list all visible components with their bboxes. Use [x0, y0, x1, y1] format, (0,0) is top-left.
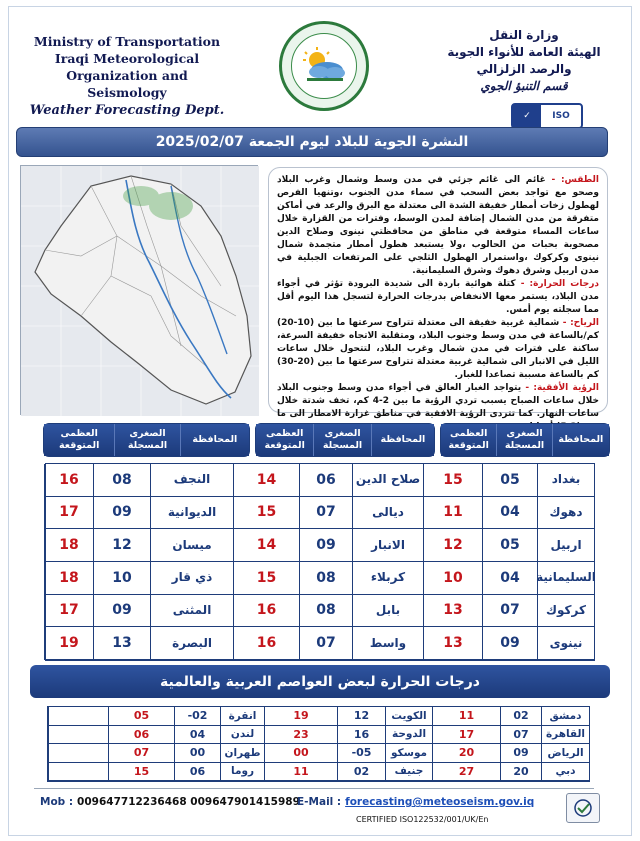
city-name: واسط	[352, 627, 423, 660]
map-graphic	[21, 166, 259, 416]
header-min: الصغرى المسجلة	[313, 424, 370, 456]
wind-label: الرياح: -	[562, 318, 599, 328]
capital-name: موسكو	[385, 744, 432, 763]
capital-spacer	[48, 707, 108, 726]
city-min: 05	[482, 464, 537, 497]
weather-cloud-icon	[291, 33, 357, 99]
capital-min: 02	[337, 763, 385, 782]
city-min: 09	[93, 595, 150, 628]
email-link[interactable]: forecasting@meteoseism.gov.iq	[345, 796, 535, 808]
city-max: 14	[233, 529, 299, 562]
header-max: العظمى المتوقعة	[441, 424, 496, 456]
city-min: 12	[93, 529, 150, 562]
footer-email	[297, 796, 534, 808]
table-header-group-3	[43, 423, 250, 457]
forecast-temperature	[277, 278, 599, 317]
iso-label: ISO	[552, 111, 570, 121]
city-min: 08	[299, 562, 352, 595]
capital-max: 17	[432, 726, 500, 745]
capital-name: جنيف	[385, 763, 432, 782]
wind-text: شمالية غربية خفيفة الى معتدلة تتراوح سرعتها ما بين (10-20) كم/بالساعة في مدن وسط وجنوب البلاد، ومتقلبة الاتجاه خفيفة السرعة، ساكنة على فترات في مدن شمال وغرب البلاد، لتتحول خلال ساعات الليل في الانبار الى شمالية غربية معتدلة تتراوح سرعتها ما بين (20-30) كم بالساعة مسببة تصاعدا للغبار.	[277, 318, 599, 380]
city-min: 10	[93, 562, 150, 595]
table-header-group-2	[255, 423, 435, 457]
capital-spacer	[48, 744, 108, 763]
header-ministry: Ministry of Transportation	[33, 34, 221, 49]
header-arabic	[439, 27, 609, 95]
iso-check-icon: ✓	[513, 105, 541, 127]
iso-badge	[511, 103, 583, 129]
city-min: 09	[93, 497, 150, 530]
capital-min: 02	[500, 707, 541, 726]
city-min: 06	[299, 464, 352, 497]
city-name: ذي قار	[150, 562, 233, 595]
city-name: كربلاء	[352, 562, 423, 595]
city-max: 17	[44, 595, 93, 628]
header-max: العظمى المتوقعة	[44, 424, 114, 456]
iraq-map	[20, 165, 258, 415]
city-min: 07	[299, 497, 352, 530]
capitals-table	[47, 706, 590, 782]
header-max: العظمى المتوقعة	[256, 424, 313, 456]
city-min: 04	[482, 497, 537, 530]
header-ministry-ar: وزارة النقل	[489, 28, 559, 42]
weather-label: الطقس: -	[551, 175, 599, 185]
capital-min: 12	[337, 707, 385, 726]
capital-min: 02-	[174, 707, 220, 726]
capital-min: 00	[174, 744, 220, 763]
capital-name: روما	[220, 763, 264, 782]
city-min: 07	[299, 627, 352, 660]
forecast-wind	[277, 317, 599, 382]
header-dept: Weather Forecasting Dept.	[29, 103, 225, 118]
capital-spacer	[48, 763, 108, 782]
capital-min: 20	[500, 763, 541, 782]
mobile-label: Mob :	[40, 796, 74, 808]
city-max: 16	[44, 464, 93, 497]
city-max: 18	[44, 529, 93, 562]
capital-max: 23	[264, 726, 337, 745]
bulletin-title: النشرة الجوية للبلاد ليوم الجمعة 2025/02/07	[16, 127, 608, 157]
capital-min: 04	[174, 726, 220, 745]
capital-spacer	[48, 726, 108, 745]
capital-min: 16	[337, 726, 385, 745]
city-name: السليمانية	[537, 562, 594, 595]
city-max: 13	[423, 627, 482, 660]
city-max: 18	[44, 562, 93, 595]
city-max: 13	[423, 595, 482, 628]
forecast-text	[268, 167, 608, 419]
capital-max: 06	[108, 726, 174, 745]
capital-max: 07	[108, 744, 174, 763]
capital-name: طهران	[220, 744, 264, 763]
header-city: المحافظة	[371, 424, 434, 456]
header-org-ar-line1: الهيئة العامة للأنواء الجوية	[447, 45, 601, 59]
city-min: 05	[482, 529, 537, 562]
footer-mobile	[40, 796, 300, 808]
city-name: الانبار	[352, 529, 423, 562]
city-name: صلاح الدين	[352, 464, 423, 497]
capital-max: 00	[264, 744, 337, 763]
header-org-line1: Iraqi Meteorological	[54, 51, 200, 66]
mobile-numbers: 009647712236468 009647901415989	[77, 796, 300, 808]
city-min: 04	[482, 562, 537, 595]
city-min: 07	[482, 595, 537, 628]
city-max: 14	[233, 464, 299, 497]
capital-name: لندن	[220, 726, 264, 745]
city-name: بغداد	[537, 464, 594, 497]
city-max: 10	[423, 562, 482, 595]
capital-name: انقرة	[220, 707, 264, 726]
capital-max: 05	[108, 707, 174, 726]
city-max: 16	[233, 627, 299, 660]
city-name: النجف	[150, 464, 233, 497]
certification-logo	[566, 793, 600, 823]
visibility-text: يتواجد الغبار العالق في أجواء مدن وسط وجنوب البلاد خلال ساعات الصباح يسبب تردي الرؤية ما بين 2-4 كم، تخف شدتة خلال ساعات النهار. كما تتردى الرؤية الافقية في مناطق غزارة الامطار الى ما	[277, 383, 599, 419]
capital-max: 20	[432, 744, 500, 763]
city-max: 12	[423, 529, 482, 562]
city-name: البصرة	[150, 627, 233, 660]
table-header-group-1	[440, 423, 610, 457]
header-org-ar-line2: والرصد الزلزالي	[476, 62, 572, 76]
city-name: الديوانية	[150, 497, 233, 530]
capitals-title: درجات الحرارة لبعض العواصم العربية والعالمية	[30, 665, 610, 698]
capital-name: دبي	[541, 763, 589, 782]
city-temperature-table	[45, 463, 595, 661]
capital-max: 19	[264, 707, 337, 726]
capital-min: 07	[500, 726, 541, 745]
city-name: اربيل	[537, 529, 594, 562]
city-name: نينوى	[537, 627, 594, 660]
header-min: الصغرى المسجلة	[114, 424, 179, 456]
temperature-label: درجات الحرارة: -	[520, 279, 599, 289]
header-english	[27, 33, 227, 119]
city-min: 08	[299, 595, 352, 628]
header-dept-ar: قسم التنبؤ الجوي	[480, 79, 568, 93]
header-city: المحافظة	[552, 424, 609, 456]
city-name: المثنى	[150, 595, 233, 628]
footer-certificate: CERTIFIED ISO122532/001/UK/En	[356, 815, 489, 824]
city-max: 19	[44, 627, 93, 660]
city-min: 13	[93, 627, 150, 660]
organization-logo	[279, 21, 369, 111]
capital-name: القاهرة	[541, 726, 589, 745]
capital-name: دمشق	[541, 707, 589, 726]
city-max: 15	[423, 464, 482, 497]
header-org-line2: Organization and Seismology	[66, 68, 188, 100]
capital-name: الدوحة	[385, 726, 432, 745]
temperature-text: كتلة هوائية باردة الى شديدة البرودة تؤثر في أجواء مدن البلاد، يستمر معها الانخفاض بدرجات الحرارة لتسجل هذا اليوم أقل مما سجلته يوم أمس.	[277, 279, 599, 315]
capital-max: 11	[432, 707, 500, 726]
city-min: 09	[482, 627, 537, 660]
capital-min: 05-	[337, 744, 385, 763]
city-min: 08	[93, 464, 150, 497]
weather-text: غائم الى غائم جزئي في مدن وسط وشمال وغرب البلاد وصحو مع تواجد بعض السحب في سماء مدن الجنوب ،وتنهيا الفرص لهطول زخات أمطار خفيفة الشدة الى معتدلة مع البرق والرعد في أماكن متفرقة من مدن الشمال إضافة لمدن الوسط، وفترات من القزارة خلال ساعات المساء متوقعة في مناطق من محافظتي نينوى وصلاح الدين مصحوبة بحبات من الحالوب ،ولا يستبعد هطول أمطار متجمدة شمال نينوى وكركوك ،واستمرار الهطول الثلجي على المرتفعات الجبلية في مدن اربيل وشرق دهوك وشرق السليمانية.	[277, 175, 599, 276]
city-max: 17	[44, 497, 93, 530]
city-name: ميسان	[150, 529, 233, 562]
city-max: 15	[233, 497, 299, 530]
capital-max: 27	[432, 763, 500, 782]
footer	[34, 788, 594, 828]
capital-min: 06	[174, 763, 220, 782]
header-min: الصغرى المسجلة	[496, 424, 551, 456]
city-name: دهوك	[537, 497, 594, 530]
city-name: ديالى	[352, 497, 423, 530]
capital-min: 09	[500, 744, 541, 763]
city-max: 15	[233, 562, 299, 595]
header-city: المحافظة	[180, 424, 249, 456]
visibility-label: الرؤية الأفقية: -	[525, 383, 599, 393]
capital-max: 11	[264, 763, 337, 782]
city-name: كركوك	[537, 595, 594, 628]
city-max: 16	[233, 595, 299, 628]
capital-max: 15	[108, 763, 174, 782]
forecast-weather	[277, 174, 599, 278]
capital-name: الرياض	[541, 744, 589, 763]
capital-name: الكويت	[385, 707, 432, 726]
city-min: 09	[299, 529, 352, 562]
city-max: 11	[423, 497, 482, 530]
email-label: E-Mail :	[297, 796, 342, 808]
city-name: بابل	[352, 595, 423, 628]
